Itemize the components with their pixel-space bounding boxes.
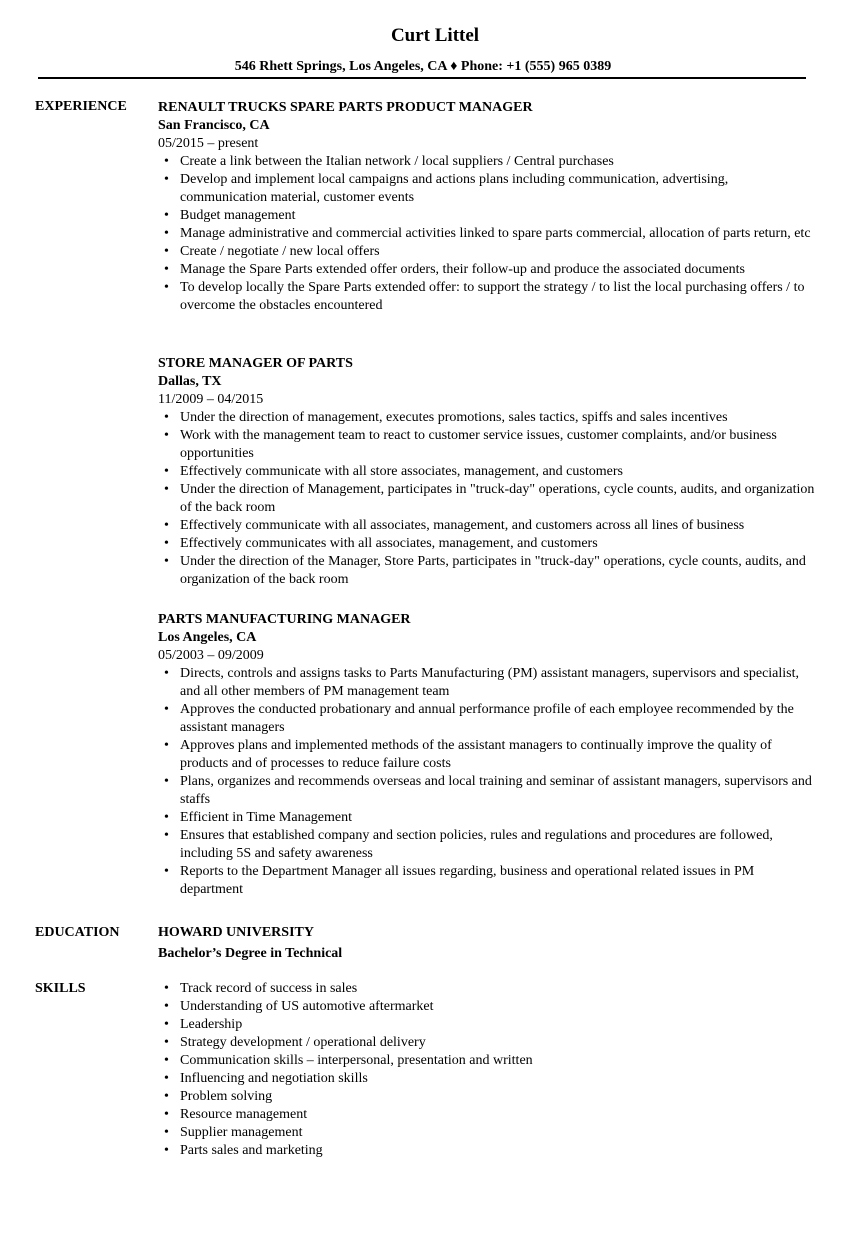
candidate-name: Curt Littel [390,25,480,46]
job-title: STORE MANAGER OF PARTS [158,356,353,371]
job-title: RENAULT TRUCKS SPARE PARTS PRODUCT MANAGER [158,100,533,115]
degree: Bachelor’s Degree in Technical [158,946,343,961]
list-item: • Under the direction of Management, participates in "truck-day" operations, cycle counts, audits, and organization of the back room [180,481,818,517]
list-item: • Effectively communicate with all store associates, management, and customers [180,463,818,481]
list-item: • Leadership [180,1016,818,1034]
skills-entry [158,980,818,1160]
list-item: • Manage the Spare Parts extended offer orders, their follow-up and produce the associated documents [180,261,818,279]
list-item: • Effectively communicates with all associates, management, and customers [180,535,818,553]
job-dates: 11/2009 – 04/2015 [158,392,264,407]
list-item: • Under the direction of the Manager, Store Parts, participates in "truck-day" operations, cycle counts, audits, and organization of the back room [180,553,818,589]
list-item: • Develop and implement local campaigns and actions plans including communication, advertising, communication material, customer events [180,171,818,207]
contact-line: 546 Rhett Springs, Los Angeles, CA ♦ Phone: +1 (555) 965 0389 [234,59,612,74]
list-item: • Under the direction of management, executes promotions, sales tactics, spiffs and sales incentives [180,409,818,427]
list-item: • Efficient in Time Management [180,809,818,827]
list-item: • Directs, controls and assigns tasks to Parts Manufacturing (PM) assistant managers, supervisors and specialist, and all other members of PM management team [180,665,818,701]
skills-list [158,980,818,1160]
job-location: Dallas, TX [158,374,222,389]
list-item: • Reports to the Department Manager all issues regarding, business and operational related issues in PM department [180,863,818,899]
education-section-label: EDUCATION [35,925,120,940]
job-duties-list [158,153,818,315]
list-item: • Track record of success in sales [180,980,818,998]
job-entry [158,355,818,589]
list-item: • Problem solving [180,1088,818,1106]
skills-section-label: SKILLS [35,981,86,996]
experience-section-label: EXPERIENCE [35,99,127,114]
education-entry [158,924,818,963]
list-item: • Parts sales and marketing [180,1142,818,1160]
job-duties-list [158,665,818,899]
list-item: • Supplier management [180,1124,818,1142]
list-item: • Ensures that established company and section policies, rules and regulations and procedures are followed, including 5S and safety awareness [180,827,818,863]
job-dates: 05/2015 – present [158,136,259,151]
list-item: • Strategy development / operational delivery [180,1034,818,1052]
list-item: • Approves the conducted probationary and annual performance profile of each employee recommended by the assistant managers [180,701,818,737]
job-entry [158,99,818,315]
school-name: HOWARD UNIVERSITY [158,925,314,940]
list-item: • Communication skills – interpersonal, presentation and written [180,1052,818,1070]
list-item: • Plans, organizes and recommends overseas and local training and seminar of assistant managers, supervisors and staffs [180,773,818,809]
list-item: • Understanding of US automotive aftermarket [180,998,818,1016]
list-item: • Budget management [180,207,818,225]
list-item: • Create / negotiate / new local offers [180,243,818,261]
list-item: • Effectively communicate with all associates, management, and customers across all lines of business [180,517,818,535]
job-duties-list [158,409,818,589]
list-item: • Approves plans and implemented methods of the assistant managers to continually improve the quality of products and of processes to reduce failure costs [180,737,818,773]
list-item: • To develop locally the Spare Parts extended offer: to support the strategy / to list the local purchasing offers / to overcome the obstacles encountered [180,279,818,315]
header-divider [38,77,806,79]
job-title: PARTS MANUFACTURING MANAGER [158,612,411,627]
list-item: • Create a link between the Italian network / local suppliers / Central purchases [180,153,818,171]
job-location: Los Angeles, CA [158,630,257,645]
job-entry [158,611,818,899]
list-item: • Work with the management team to react to customer service issues, customer complaints, and/or business opportunities [180,427,818,463]
job-location: San Francisco, CA [158,118,270,133]
list-item: • Influencing and negotiation skills [180,1070,818,1088]
job-dates: 05/2003 – 09/2009 [158,648,264,663]
list-item: • Resource management [180,1106,818,1124]
list-item: • Manage administrative and commercial activities linked to spare parts commercial, allocation of parts return, etc [180,225,818,243]
